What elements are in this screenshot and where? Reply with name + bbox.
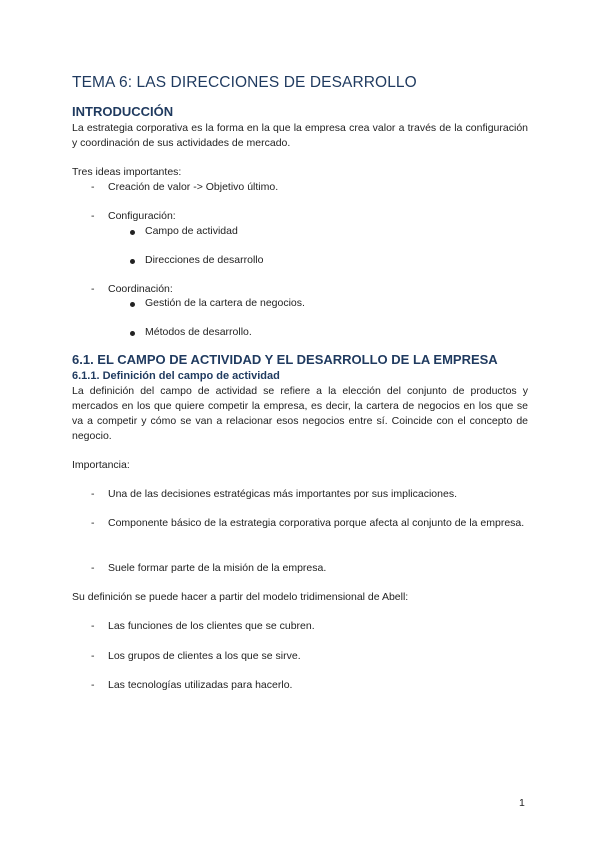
list-bullet: - [91,181,95,193]
intro-subitem: Direcciones de desarrollo [145,254,264,266]
abell-item: Los grupos de clientes a los que se sirve. [108,650,301,662]
importance-label: Importancia: [72,459,130,471]
intro-subitem: Gestión de la cartera de negocios. [145,297,305,309]
abell-label: Su definición se puede hacer a partir del modelo tridimensional de Abell: [72,591,409,603]
intro-subitem: Campo de actividad [145,225,238,237]
importance-item: Una de las decisiones estratégicas más importantes por sus implicaciones. [108,488,457,500]
list-bullet: - [91,562,95,574]
importance-item: Componente básico de la estrategia corporativa porque afecta al conjunto de la empresa. [108,517,525,529]
section-heading: 6.1. EL CAMPO DE ACTIVIDAD Y EL DESARROLLO DE LA EMPRESA [72,352,498,367]
importance-item: Suele formar parte de la misión de la empresa. [108,562,327,574]
list-bullet: - [91,488,95,500]
intro-item-1: Creación de valor -> Objetivo último. [108,181,279,193]
intro-heading: INTRODUCCIÓN [72,104,174,119]
intro-item-3: Coordinación: [108,283,173,295]
intro-subitem: Métodos de desarrollo. [145,326,252,338]
list-bullet: - [91,679,95,691]
bullet-dot-icon [130,331,135,336]
page-title: TEMA 6: LAS DIRECCIONES DE DESARROLLO [72,74,417,91]
list-bullet: - [91,210,95,222]
abell-item: Las tecnologías utilizadas para hacerlo. [108,679,293,691]
abell-item: Las funciones de los clientes que se cubren. [108,620,315,632]
intro-item-2: Configuración: [108,210,176,222]
intro-paragraph: La estrategia corporativa es la forma en la que la empresa crea valor a través de la configuración y coordinación de sus actividades de mercado. [72,122,528,149]
section-subheading: 6.1.1. Definición del campo de actividad [72,370,280,382]
list-bullet: - [91,620,95,632]
section-paragraph: La definición del campo de actividad se refiere a la elección del conjunto de productos y mercados en los que quiere competir la empresa, es decir, la cartera de negocios en los que se va a competir y cómo se van a relacionar esos negocios entre sí. Coincide con el concepto de negocio. [72,385,528,442]
list-bullet: - [91,283,95,295]
intro-lead: Tres ideas importantes: [72,166,182,178]
bullet-dot-icon [130,302,135,307]
bullet-dot-icon [130,230,135,235]
list-bullet: - [91,650,95,662]
bullet-dot-icon [130,259,135,264]
list-bullet: - [91,517,95,529]
page-number: 1 [519,797,525,809]
